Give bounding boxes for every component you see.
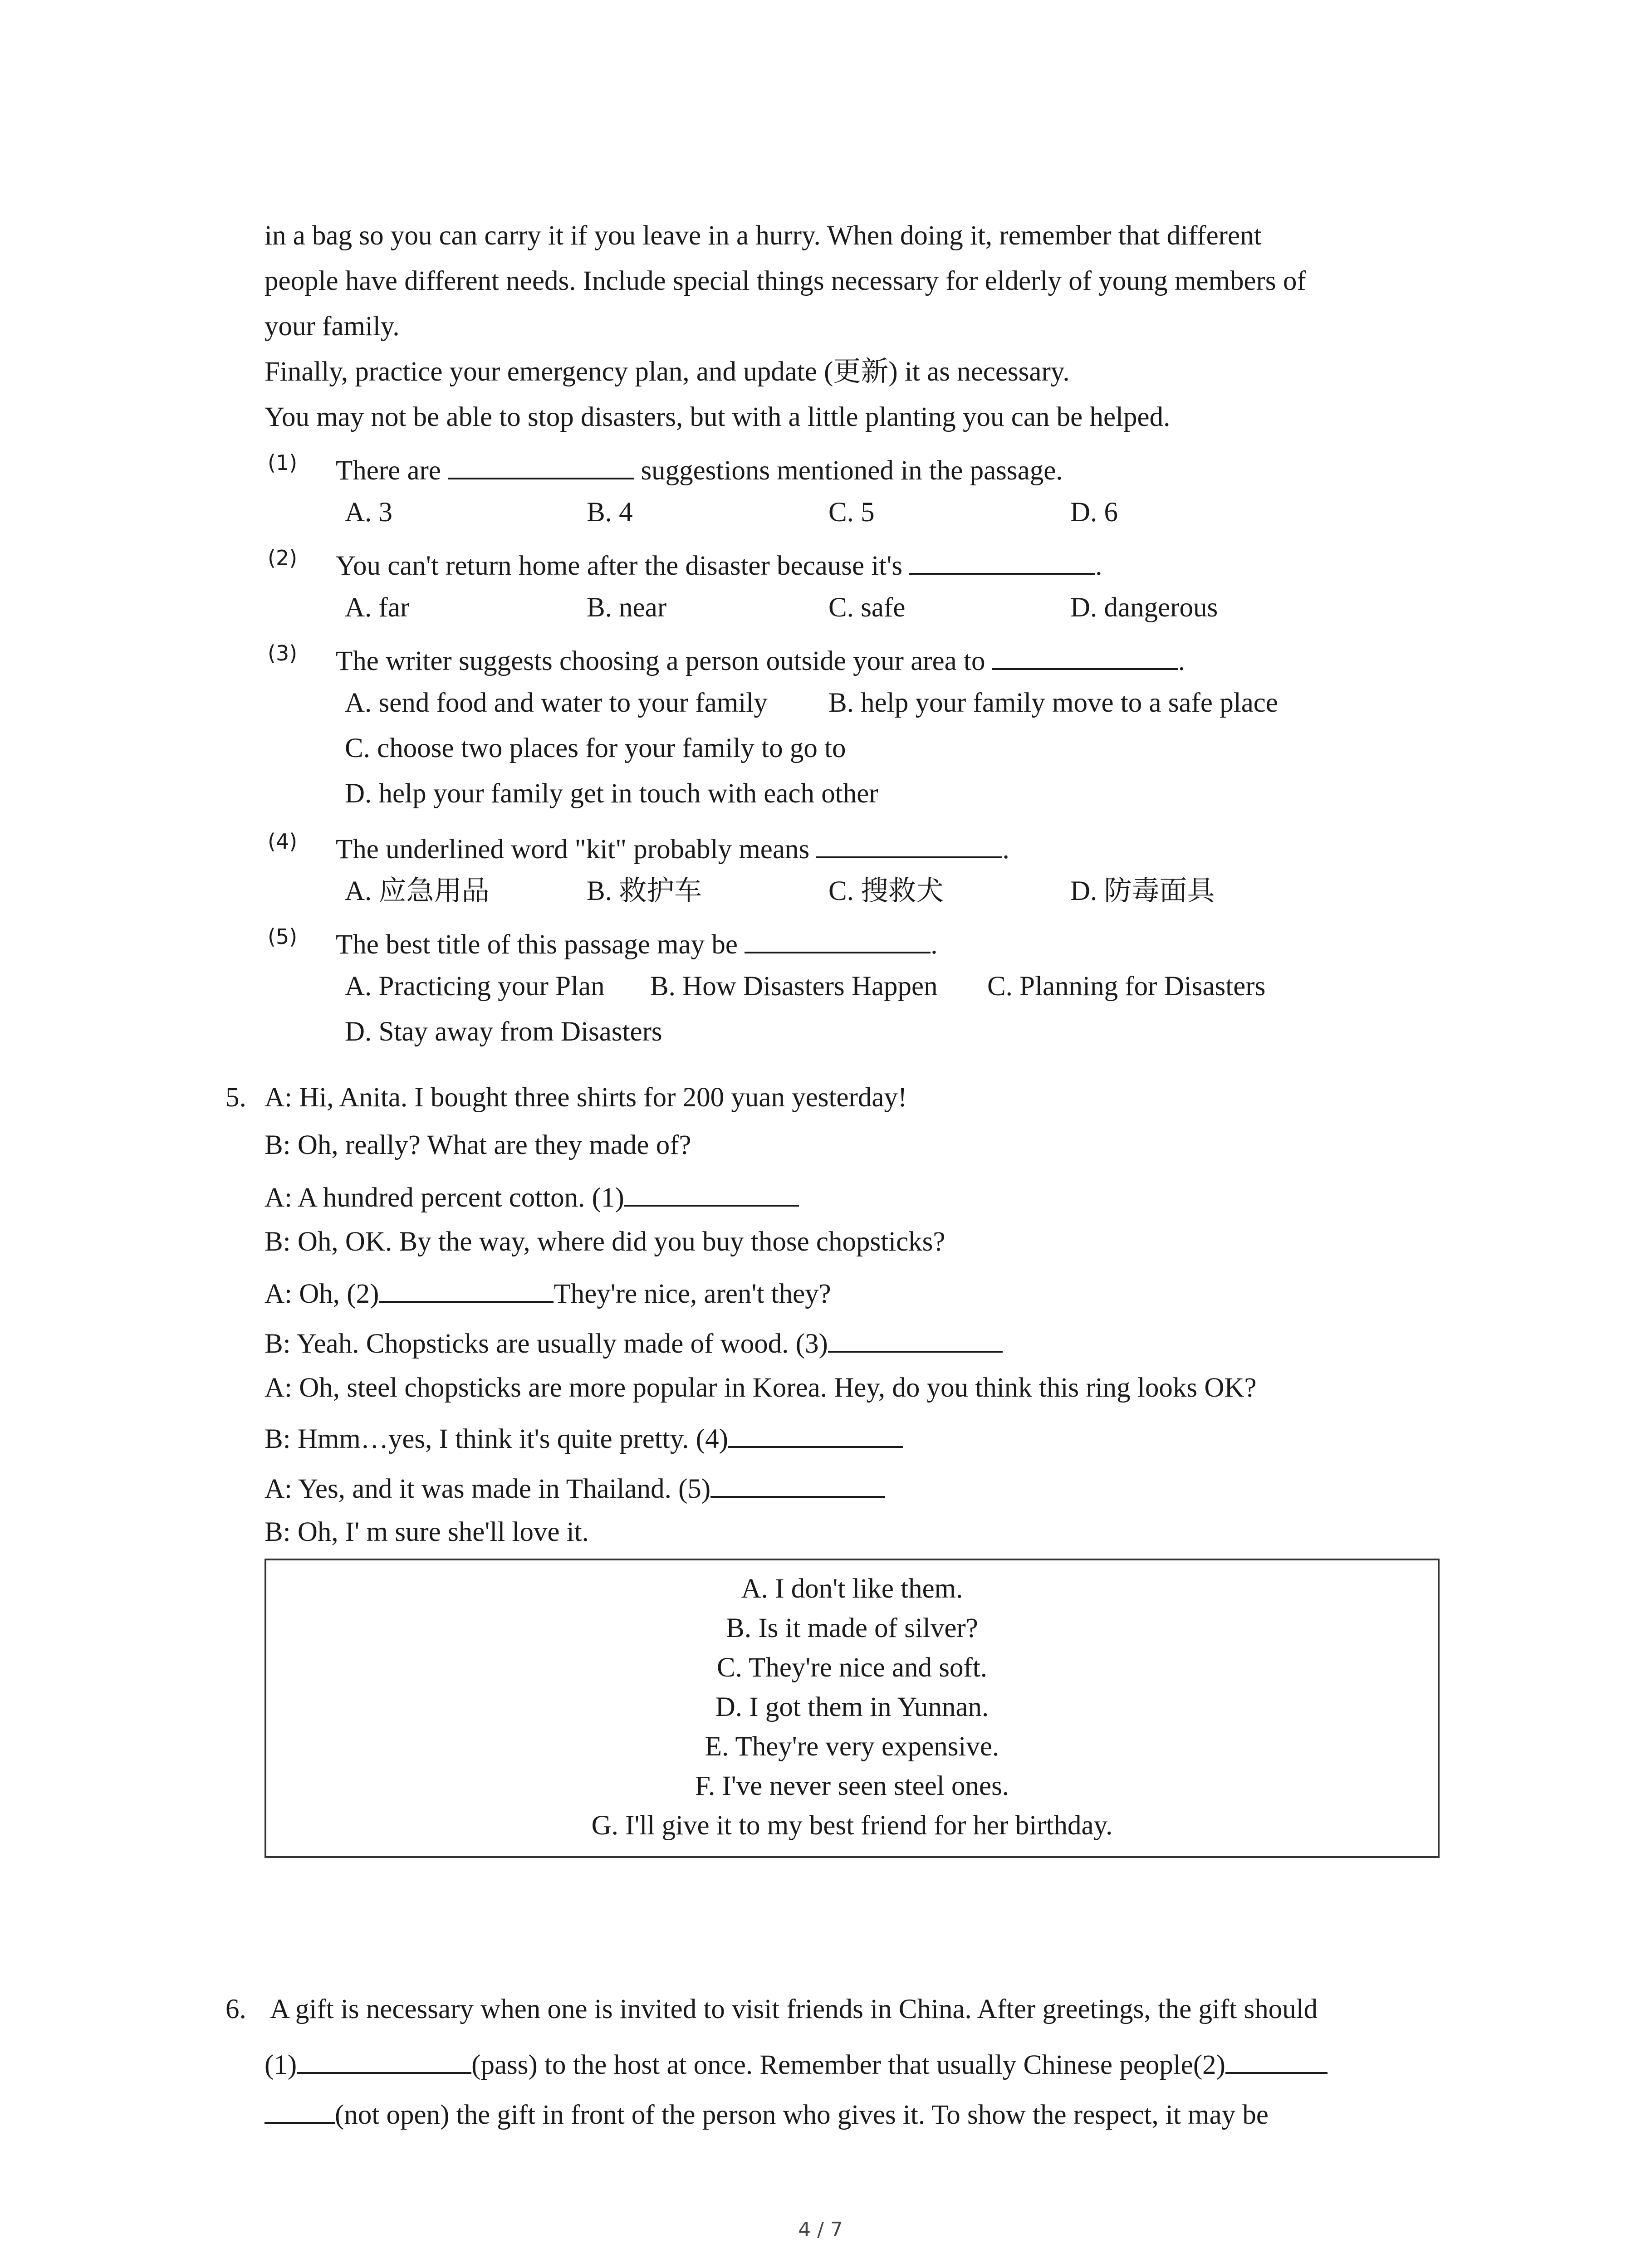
passage-line: Finally, practice your emergency plan, and update (更新) it as necessary.: [265, 357, 1070, 387]
choice-e[interactable]: E. They're very expensive.: [705, 1731, 999, 1762]
dialogue-line: B: Oh, I' m sure she'll love it.: [265, 1517, 589, 1547]
question-stem: [336, 642, 1185, 677]
dialogue-text: A: Yes, and it was made in Thailand. (5): [265, 1474, 711, 1504]
option-d[interactable]: D. 防毒面具: [1070, 876, 1215, 906]
answer-blank[interactable]: [909, 547, 1095, 575]
passage-line: in a bag so you can carry it if you leave in a hurry. When doing it, remember that different: [265, 220, 1262, 251]
dialogue-line: A: Oh, steel chopsticks are more popular in Korea. Hey, do you think this ring looks OK?: [265, 1373, 1257, 1403]
question-number: (2): [268, 546, 298, 570]
choice-a[interactable]: A. I don't like them.: [741, 1574, 963, 1604]
dialogue-line: A: Hi, Anita. I bought three shirts for 200 yuan yesterday!: [265, 1082, 907, 1113]
stem-text: The underlined word "kit" probably means: [336, 834, 810, 865]
dialogue-line: B: Oh, OK. By the way, where did you buy those chopsticks?: [265, 1227, 945, 1257]
question-stem: [336, 830, 1009, 865]
choice-g[interactable]: G. I'll give it to my best friend for her birthday.: [591, 1810, 1113, 1841]
answer-blank[interactable]: [448, 451, 634, 479]
question-number: (1): [268, 450, 298, 475]
stem-text: There are: [336, 455, 441, 486]
page-number: 4 / 7: [798, 2218, 843, 2241]
choices-box: [265, 1559, 1440, 1858]
paragraph-text: (not open) the gift in front of the person who gives it. To show the respect, it may be: [335, 2100, 1269, 2130]
dialogue-text: B: Yeah. Chopsticks are usually made of wood. (3): [265, 1329, 828, 1359]
option-a[interactable]: A. send food and water to your family: [345, 688, 768, 718]
option-c[interactable]: C. choose two places for your family to go to: [345, 733, 846, 763]
paragraph-line: [265, 2096, 1269, 2131]
answer-blank[interactable]: [728, 1420, 903, 1448]
answer-blank[interactable]: [1225, 2046, 1327, 2074]
question-stem: [336, 547, 1102, 582]
option-d[interactable]: D. 6: [1070, 497, 1118, 528]
answer-blank[interactable]: [379, 1275, 554, 1303]
passage-line: people have different needs. Include special things necessary for elderly of young members of: [265, 266, 1306, 296]
option-c[interactable]: C. 5: [828, 497, 875, 528]
question-number: (4): [268, 829, 298, 854]
option-b[interactable]: B. 4: [587, 497, 633, 528]
passage-line: You may not be able to stop disasters, but with a little planting you can be helped.: [265, 402, 1171, 432]
question-stem: [336, 451, 1063, 487]
answer-blank[interactable]: [710, 1470, 885, 1498]
paragraph-text: (1): [265, 2050, 297, 2080]
question-stem: [336, 925, 937, 961]
paragraph-line: A gift is necessary when one is invited to visit friends in China. After greetings, the gift should: [270, 1994, 1318, 2024]
option-a[interactable]: A. Practicing your Plan: [345, 971, 605, 1002]
option-a[interactable]: A. 应急用品: [345, 876, 490, 906]
answer-blank[interactable]: [624, 1178, 799, 1207]
option-a[interactable]: A. 3: [345, 497, 393, 528]
choice-f[interactable]: F. I've never seen steel ones.: [695, 1771, 1009, 1801]
answer-blank[interactable]: [745, 925, 931, 953]
option-c[interactable]: C. 搜救犬: [828, 876, 944, 906]
section-number: 6.: [225, 1994, 246, 2024]
passage-line: your family.: [265, 311, 400, 342]
answer-blank[interactable]: [265, 2096, 335, 2124]
stem-text: The best title of this passage may be: [336, 929, 738, 960]
option-b[interactable]: B. How Disasters Happen: [650, 971, 938, 1002]
dialogue-line: [265, 1325, 1003, 1360]
question-number: (5): [268, 924, 298, 949]
question-number: (3): [268, 641, 298, 665]
stem-text: .: [1095, 551, 1102, 581]
stem-text: .: [1002, 834, 1009, 865]
option-c[interactable]: C. Planning for Disasters: [987, 971, 1266, 1002]
option-b[interactable]: B. near: [587, 592, 667, 623]
option-c[interactable]: C. safe: [828, 592, 906, 623]
dialogue-text: A: A hundred percent cotton. (1): [265, 1183, 624, 1213]
option-d[interactable]: D. help your family get in touch with each other: [345, 778, 878, 809]
option-a[interactable]: A. far: [345, 592, 410, 623]
paragraph-line: [265, 2046, 1327, 2081]
paragraph-text: (pass) to the host at once. Remember that usually Chinese people(2): [471, 2050, 1225, 2080]
answer-blank[interactable]: [828, 1325, 1003, 1353]
option-b[interactable]: B. 救护车: [587, 876, 702, 906]
dialogue-text: A: Oh, (2): [265, 1279, 379, 1309]
choice-c[interactable]: C. They're nice and soft.: [717, 1652, 987, 1683]
dialogue-line: [265, 1178, 799, 1214]
stem-text: suggestions mentioned in the passage.: [641, 455, 1063, 486]
section-number: 5.: [225, 1082, 246, 1113]
stem-text: .: [931, 929, 938, 960]
answer-blank[interactable]: [816, 830, 1002, 858]
choice-d[interactable]: D. I got them in Yunnan.: [715, 1692, 989, 1722]
option-b[interactable]: B. help your family move to a safe place: [828, 688, 1278, 718]
answer-blank[interactable]: [992, 642, 1178, 670]
stem-text: The writer suggests choosing a person outside your area to: [336, 646, 985, 676]
answer-blank[interactable]: [297, 2046, 471, 2074]
option-d[interactable]: D. Stay away from Disasters: [345, 1017, 662, 1047]
dialogue-line: B: Oh, really? What are they made of?: [265, 1130, 691, 1160]
dialogue-line: [265, 1275, 831, 1310]
dialogue-text: They're nice, aren't they?: [554, 1279, 831, 1309]
dialogue-line: [265, 1470, 885, 1505]
option-d[interactable]: D. dangerous: [1070, 592, 1218, 623]
dialogue-line: [265, 1420, 903, 1455]
dialogue-text: B: Hmm…yes, I think it's quite pretty. (4): [265, 1424, 728, 1454]
stem-text: .: [1178, 646, 1185, 676]
choice-b[interactable]: B. Is it made of silver?: [726, 1613, 978, 1643]
stem-text: You can't return home after the disaster because it's: [336, 551, 902, 581]
